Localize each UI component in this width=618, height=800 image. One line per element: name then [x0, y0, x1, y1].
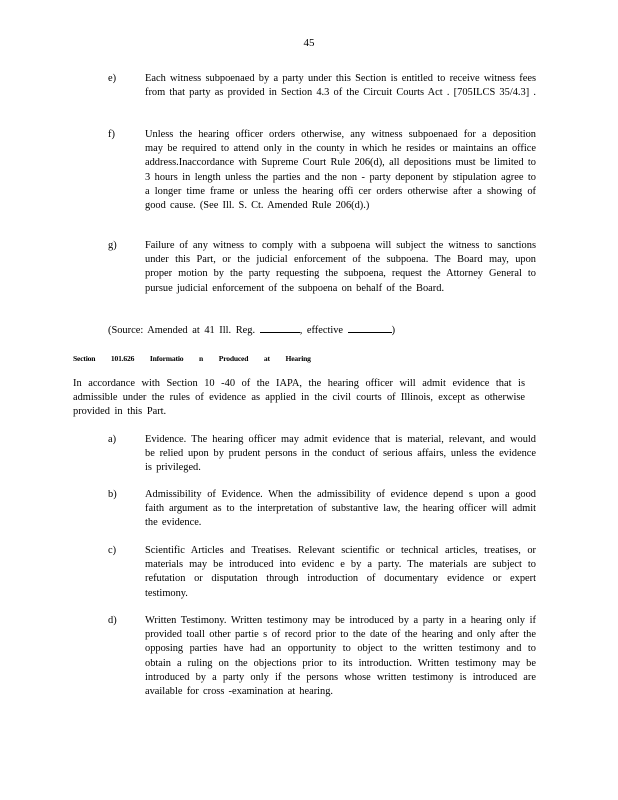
source-suffix: )	[391, 325, 396, 336]
item-label: d)	[108, 615, 117, 626]
item-label: f)	[108, 129, 115, 140]
item-text: Admissibility of Evidence. When the admissibility of evidence depend s upon a good faith argument as to the interpretation of substantive law, the hearing officer will admit the evidence.	[145, 489, 536, 529]
effective-date-blank	[348, 323, 392, 333]
item-text: Evidence. The hearing officer may admit evidence that is material, relevant, and would be relied upon by prudent persons in the conduct of serious affairs, unless the evidence is privileged.	[145, 434, 536, 474]
list-item	[108, 128, 536, 213]
list-item	[108, 72, 536, 100]
list-item	[108, 488, 536, 531]
page-number: 45	[303, 37, 315, 49]
list-item	[108, 239, 536, 296]
source-middle: , effective	[299, 325, 344, 336]
intro-paragraph: In accordance with Section 10 -40 of the IAPA, the hearing officer will admit evidence that is admissible under the rules of evidence as applied in the civil courts of Illinois, except as otherwise provided in this Part.	[73, 378, 525, 418]
section-heading: Section 101.626 Informatio n Produced at Hearing	[73, 354, 311, 363]
list-item	[108, 614, 536, 699]
item-text: Scientific Articles and Treatises. Relevant scientific or technical articles, treatises, or materials may be introduced into evidenc e by a party. The materials are subject to refutation or disputation through introduction of documentary evidence or expert testimony.	[145, 545, 536, 599]
item-label: e)	[108, 73, 117, 84]
item-text: Written Testimony. Written testimony may be introduced by a party in a hearing only if provided toall other partie s of record prior to the date of the hearing and only after the opposing parties have had an opportunity to object to the written testimony and to obtain a ruling on the objections prior to its introduction. Written testimony may be introduced by a party only if the persons whose written testimony is introduced are available for cross -examination at hearing.	[145, 615, 536, 698]
source-prefix: (Source: Amended at 41 Ill. Reg.	[108, 325, 256, 336]
item-label: b)	[108, 489, 117, 500]
source-note	[108, 323, 395, 338]
list-item	[108, 544, 536, 601]
item-text: Failure of any witness to comply with a subpoena will subject the witness to sanctions under this Part, or the judicial enforcement of the subpoena. The Board may, upon proper motion by the party requesting the subpoena, request the Attorney General to pursue judicial enforcement of the subpoena on behalf of the Board.	[145, 240, 536, 294]
item-label: g)	[108, 240, 117, 251]
item-label: a)	[108, 434, 117, 445]
item-text: Each witness subpoenaed by a party under this Section is entitled to receive witness fees from that party as provided in Section 4.3 of the Circuit Courts Act . [705ILCS 35/4.3] .	[145, 73, 536, 99]
item-label: c)	[108, 545, 117, 556]
list-item	[108, 433, 536, 476]
register-blank	[260, 323, 300, 333]
item-text: Unless the hearing officer orders otherwise, any witness subpoenaed for a deposition may be required to attend only in the county in which he resides or maintains an office address.Inaccordance with Supreme Court Rule 206(d), all depositions must be limited to 3 hours in length unless the parties and the non - party deponent by stipulation agree to a longer time frame or unless the hearing offi cer orders otherwise after a showing of good cause. (See Ill. S. Ct. Amended Rule 206(d).)	[145, 129, 536, 212]
